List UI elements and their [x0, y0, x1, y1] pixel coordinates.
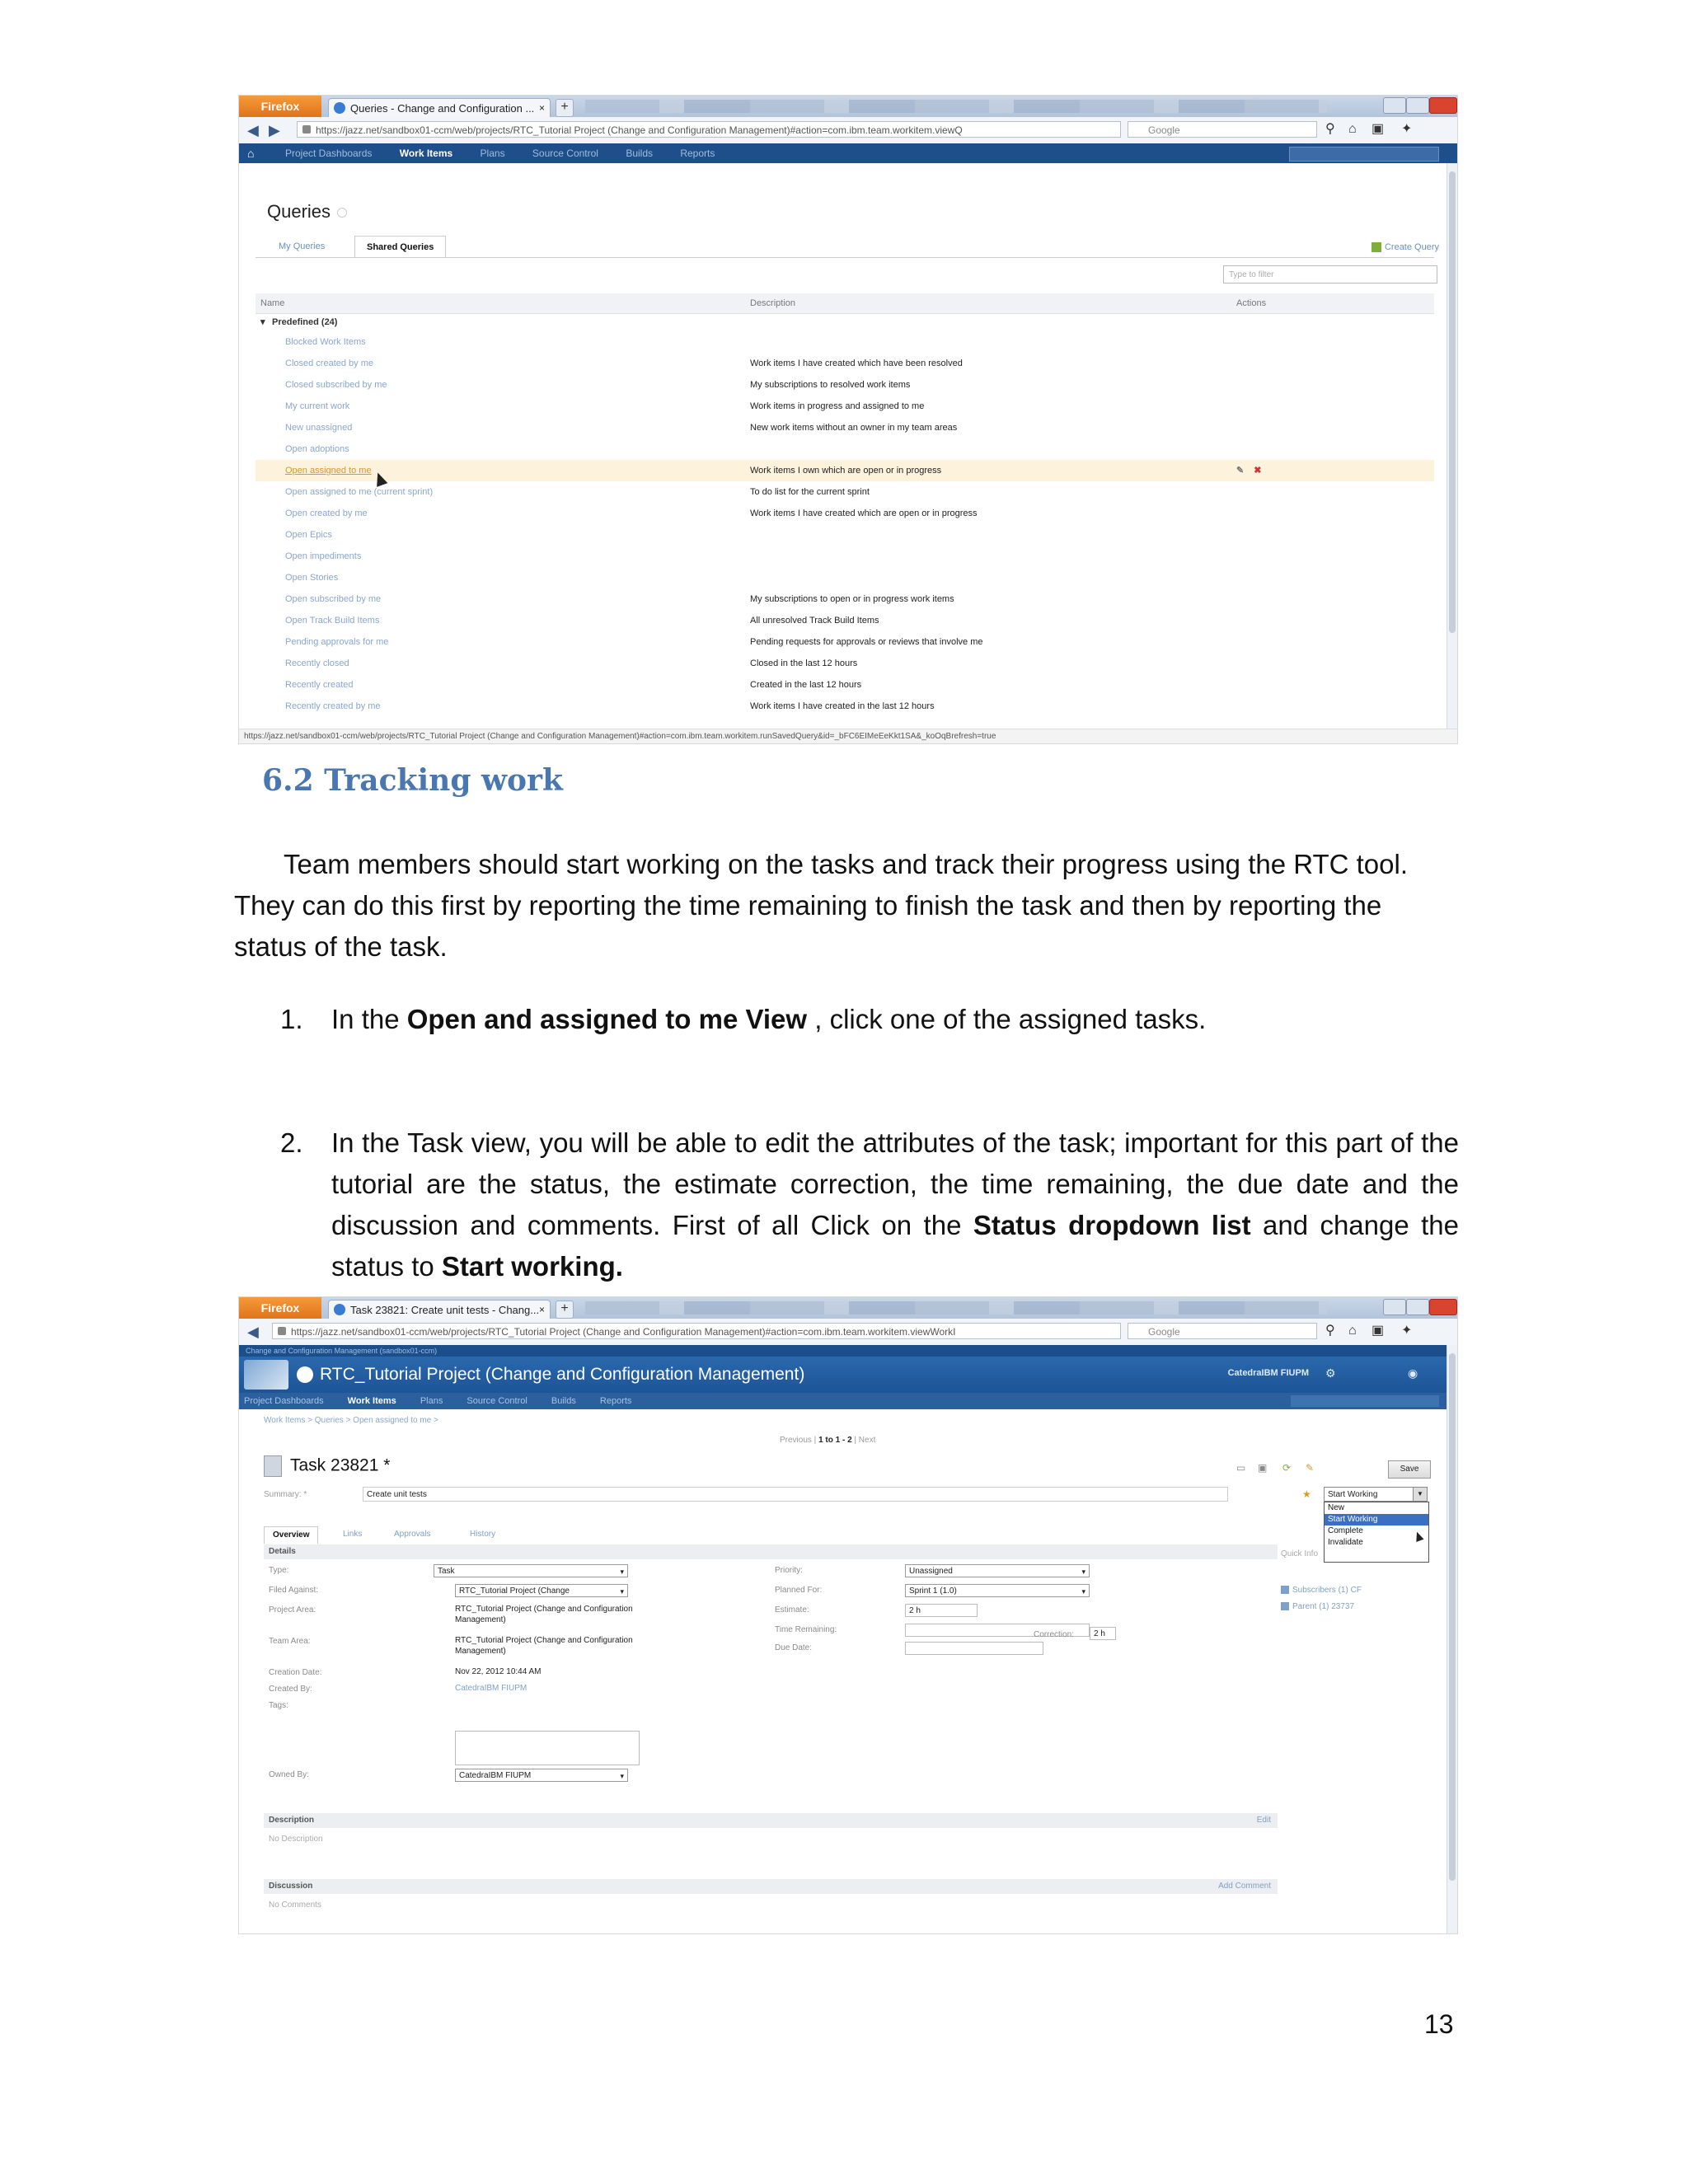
- description-section: Description Edit: [264, 1813, 1278, 1828]
- query-description: Closed in the last 12 hours: [750, 658, 858, 668]
- status-option[interactable]: Invalidate: [1328, 1538, 1363, 1547]
- help-icon[interactable]: ◉: [1408, 1366, 1418, 1380]
- home-icon[interactable]: ⌂: [247, 147, 255, 160]
- addons-icon[interactable]: ✦: [1401, 122, 1413, 136]
- field-value: Nov 22, 2012 10:44 AM: [455, 1667, 542, 1676]
- discussion-section: Discussion Add Comment: [264, 1879, 1278, 1894]
- other-tabs: [585, 100, 1327, 113]
- window-close-button[interactable]: [1429, 1299, 1457, 1315]
- query-description: Work items I have created which are open or in progress: [750, 509, 978, 518]
- no-description-text: No Description: [269, 1835, 323, 1844]
- menu-builds[interactable]: Builds: [551, 1396, 576, 1406]
- project-logo: [244, 1360, 288, 1390]
- tab-links[interactable]: Links: [343, 1530, 363, 1539]
- query-description: Work items in progress and assigned to me: [750, 401, 925, 411]
- query-name[interactable]: Pending approvals for me: [285, 637, 389, 647]
- no-comments-text: No Comments: [269, 1900, 321, 1910]
- pager: Previous | 1 to 1 - 2 | Next: [780, 1436, 876, 1445]
- field-label: Project Area:: [269, 1605, 316, 1615]
- query-name[interactable]: Recently created by me: [285, 701, 381, 711]
- project-title: RTC_Tutorial Project (Change and Configuration Management): [320, 1365, 805, 1384]
- search-engine-label: Google: [1148, 124, 1180, 136]
- query-name[interactable]: Open impediments: [285, 551, 362, 561]
- page-title: Task 23821 *: [264, 1455, 390, 1477]
- maximize-button[interactable]: [1406, 1299, 1429, 1315]
- menu-source-control[interactable]: Source Control: [467, 1396, 528, 1406]
- query-name[interactable]: Open adoptions: [285, 444, 349, 454]
- quick-info-label: Quick Info: [1281, 1549, 1319, 1558]
- task-toolbar: [1236, 1459, 1431, 1479]
- table-row[interactable]: [256, 567, 1434, 588]
- project-crumb[interactable]: Change and Configuration Management (sandbox01-ccm): [246, 1347, 438, 1355]
- table-row[interactable]: [256, 353, 1434, 374]
- query-name[interactable]: Open assigned to me (current sprint): [285, 487, 434, 497]
- delete-icon[interactable]: ✖: [1254, 466, 1262, 476]
- menu-plans[interactable]: Plans: [480, 148, 505, 159]
- page-number: 13: [1424, 2009, 1454, 2039]
- browser-tab[interactable]: [328, 98, 551, 117]
- query-name[interactable]: Open created by me: [285, 509, 368, 518]
- field-value[interactable]: Task ▾: [434, 1564, 628, 1577]
- create-query-link[interactable]: Create Query: [1372, 242, 1439, 252]
- parent-link[interactable]: Parent (1) 23737: [1281, 1602, 1354, 1611]
- firefox-menu-button[interactable]: Firefox: [239, 1297, 321, 1319]
- tab-shared-queries[interactable]: Shared Queries: [354, 236, 446, 258]
- browser-nav-bar: [239, 117, 1457, 144]
- row-actions: [1236, 460, 1261, 481]
- query-description: Work items I own which are open or in progress: [750, 466, 942, 476]
- field-value[interactable]: 2 h: [905, 1604, 978, 1617]
- table-row[interactable]: [256, 631, 1434, 653]
- other-tabs: [585, 1301, 1327, 1315]
- table-row[interactable]: [256, 503, 1434, 524]
- browser-tab-bar: [239, 96, 1457, 117]
- search-icon[interactable]: ⚲: [1325, 122, 1335, 136]
- pager-range: 1 to 1 - 2: [818, 1436, 852, 1445]
- maximize-button[interactable]: [1406, 97, 1429, 114]
- window-controls: [1334, 1297, 1457, 1315]
- field-label: Due Date:: [775, 1643, 813, 1652]
- status-option[interactable]: Complete: [1328, 1526, 1363, 1535]
- table-row[interactable]: [256, 588, 1434, 610]
- query-name[interactable]: Closed subscribed by me: [285, 380, 387, 390]
- query-description: New work items without an owner in my team areas: [750, 423, 958, 433]
- lock-icon: [302, 125, 311, 134]
- edit-link[interactable]: Edit: [1256, 1816, 1271, 1825]
- field-value[interactable]: [905, 1642, 1043, 1655]
- table-row[interactable]: [256, 481, 1434, 503]
- step-number: 2.: [280, 1127, 303, 1158]
- save-button[interactable]: Save: [1388, 1460, 1431, 1479]
- minimize-button[interactable]: [1383, 1299, 1406, 1315]
- subscribers-icon: [1281, 1586, 1289, 1594]
- table-row[interactable]: [256, 417, 1434, 438]
- field-label: Estimate:: [775, 1605, 809, 1615]
- app-search-input[interactable]: [1291, 1395, 1439, 1407]
- pager-previous[interactable]: Previous: [780, 1436, 812, 1445]
- field-value[interactable]: CatedraIBM FIUPM ▾: [455, 1769, 628, 1782]
- query-name[interactable]: Recently closed: [285, 658, 349, 668]
- settings-icon[interactable]: ⚙: [1325, 1366, 1336, 1380]
- status-dropdown[interactable]: Start Working ▼: [1324, 1487, 1428, 1502]
- tab-my-queries[interactable]: My Queries: [279, 241, 326, 251]
- app-menu-bar: [239, 1393, 1457, 1409]
- window-close-button[interactable]: [1429, 97, 1457, 114]
- query-name[interactable]: Blocked Work Items: [285, 337, 366, 347]
- table-row[interactable]: [256, 374, 1434, 396]
- menu-reports[interactable]: Reports: [599, 1396, 632, 1406]
- window-controls: [1334, 96, 1457, 114]
- back-icon[interactable]: ◀: [247, 1324, 259, 1340]
- query-description: To do list for the current sprint: [750, 487, 870, 497]
- lock-icon: [278, 1327, 286, 1335]
- query-description: My subscriptions to open or in progress work items: [750, 594, 954, 604]
- field-label: Tags:: [269, 1701, 288, 1710]
- home-icon[interactable]: ⌂: [1348, 122, 1357, 136]
- query-name[interactable]: Open Track Build Items: [285, 616, 380, 626]
- close-icon[interactable]: ×: [538, 102, 545, 114]
- copy-icon[interactable]: ▣: [1258, 1462, 1268, 1474]
- field-label: Time Remaining:: [775, 1625, 837, 1634]
- menu-builds[interactable]: Builds: [626, 148, 653, 159]
- column-name: Name: [260, 298, 285, 308]
- query-name[interactable]: Open subscribed by me: [285, 594, 382, 604]
- table-row[interactable]: [256, 460, 1434, 481]
- field-value: CatedraIBM FIUPM: [455, 1684, 528, 1693]
- query-name[interactable]: Open assigned to me: [285, 466, 372, 476]
- section-heading: 6.2 Tracking work: [262, 763, 563, 798]
- field-value[interactable]: Sprint 1 (1.0) ▾: [905, 1584, 1090, 1597]
- chevron-down-icon[interactable]: ▼: [1413, 1488, 1427, 1501]
- status-option[interactable]: Start Working: [1325, 1514, 1428, 1526]
- user-name[interactable]: CatedraIBM FIUPM: [1227, 1368, 1309, 1378]
- add-comment-link[interactable]: Add Comment: [1218, 1882, 1271, 1891]
- project-banner: [239, 1357, 1457, 1393]
- firefox-menu-button[interactable]: Firefox: [239, 96, 321, 117]
- menu-project-dashboards[interactable]: Project Dashboards: [285, 148, 373, 159]
- query-description: Created in the last 12 hours: [750, 680, 862, 690]
- browser-nav-bar: [239, 1319, 1457, 1346]
- tab-overview[interactable]: Overview: [264, 1526, 318, 1544]
- table-row[interactable]: [256, 396, 1434, 417]
- addons-icon[interactable]: ✦: [1401, 1324, 1413, 1338]
- pager-next[interactable]: Next: [858, 1436, 876, 1445]
- table-row[interactable]: [256, 524, 1434, 546]
- column-actions: Actions: [1236, 298, 1267, 308]
- status-option[interactable]: New: [1328, 1503, 1345, 1512]
- field-label: Created By:: [269, 1685, 312, 1694]
- query-name[interactable]: Closed created by me: [285, 359, 373, 368]
- web-search-box[interactable]: [1128, 121, 1317, 138]
- help-icon[interactable]: [337, 208, 347, 218]
- app-menu: [244, 1393, 653, 1409]
- url-text: https://jazz.net/sandbox01-ccm/web/projects/RTC_Tutorial Project (Change and Configuration Management)#action=com.ibm.team.workitem.viewQ: [316, 124, 963, 136]
- filter-input[interactable]: Type to filter: [1223, 265, 1437, 284]
- home-icon[interactable]: ⌂: [1348, 1324, 1357, 1338]
- tab-divider: [256, 257, 1434, 258]
- pencil-icon[interactable]: ✎: [1306, 1462, 1315, 1474]
- print-icon[interactable]: ▭: [1236, 1462, 1246, 1474]
- tab-title: Task 23821: Create unit tests - Chang...: [350, 1304, 540, 1316]
- url-text: https://jazz.net/sandbox01-ccm/web/projects/RTC_Tutorial Project (Change and Configuration Management)#action=com.ibm.team.workitem.viewWorkI: [291, 1326, 956, 1338]
- task-screenshot: [239, 1297, 1457, 1933]
- project-strip: [239, 1345, 1457, 1357]
- query-name[interactable]: New unassigned: [285, 423, 353, 433]
- table-header: [256, 293, 1434, 314]
- minimize-button[interactable]: [1383, 97, 1406, 114]
- tab-title: Queries - Change and Configuration ...: [350, 102, 535, 115]
- field-label: Team Area:: [269, 1637, 311, 1646]
- table-row[interactable]: [256, 331, 1434, 353]
- field-label: Priority:: [775, 1566, 803, 1575]
- menu-plans[interactable]: Plans: [420, 1396, 443, 1406]
- query-description: All unresolved Track Build Items: [750, 616, 879, 626]
- refresh-icon[interactable]: ⟳: [1282, 1462, 1292, 1474]
- browser-tab-bar: [239, 1297, 1457, 1319]
- parent-icon: [1281, 1602, 1289, 1610]
- search-icon[interactable]: ⚲: [1325, 1324, 1335, 1338]
- url-bar[interactable]: [297, 121, 1121, 138]
- correction-input[interactable]: 2 h: [1090, 1627, 1116, 1640]
- field-label: Type:: [269, 1566, 289, 1575]
- menu-source-control[interactable]: Source Control: [532, 148, 598, 159]
- subscribers-link[interactable]: Subscribers (1) CF: [1281, 1586, 1362, 1595]
- query-description: Work items I have created in the last 12 hours: [750, 701, 935, 711]
- query-description: My subscriptions to resolved work items: [750, 380, 911, 390]
- project-icon: [297, 1366, 313, 1383]
- field-value[interactable]: RTC_Tutorial Project (Change ▾: [455, 1584, 628, 1597]
- close-icon[interactable]: ×: [538, 1304, 545, 1315]
- star-icon: ★: [1302, 1488, 1311, 1500]
- bookmarks-icon[interactable]: ▣: [1372, 1324, 1385, 1338]
- url-bar[interactable]: [272, 1323, 1121, 1339]
- page-title: Queries: [267, 201, 347, 223]
- menu-work-items[interactable]: Work Items: [347, 1396, 396, 1406]
- search-engine-label: Google: [1148, 1326, 1180, 1338]
- app-menu: [285, 143, 739, 163]
- tab-approvals[interactable]: Approvals: [394, 1530, 431, 1539]
- queries-screenshot: [239, 96, 1457, 743]
- table-row[interactable]: [256, 653, 1434, 674]
- correction-label: Correction:: [1034, 1630, 1074, 1639]
- tab-favicon-icon: [334, 1304, 345, 1315]
- summary-label: Summary: *: [264, 1490, 307, 1499]
- task-icon: [264, 1455, 282, 1477]
- field-label: Creation Date:: [269, 1668, 322, 1677]
- back-icon[interactable]: ◀: [247, 122, 259, 138]
- summary-input[interactable]: Create unit tests: [363, 1487, 1228, 1502]
- page-scrollbar[interactable]: [1447, 163, 1457, 729]
- field-label: Owned By:: [269, 1770, 309, 1779]
- field-label: Filed Against:: [269, 1586, 319, 1595]
- details-section: Details: [264, 1544, 1278, 1559]
- status-bar: https://jazz.net/sandbox01-ccm/web/projects/RTC_Tutorial Project (Change and Configuration Management)#action=com.ibm.team.workitem.runSavedQuery&id=_bFC6EIMeEeKkt1SA&_koOqBrefresh=true: [239, 729, 1457, 743]
- field-label: Planned For:: [775, 1586, 823, 1595]
- chevron-down-icon: ▾: [260, 317, 265, 327]
- query-name[interactable]: Open Stories: [285, 573, 339, 583]
- menu-reports[interactable]: Reports: [680, 148, 715, 159]
- table-row[interactable]: [256, 674, 1434, 696]
- new-tab-button[interactable]: +: [556, 1301, 574, 1319]
- web-search-box[interactable]: [1128, 1323, 1317, 1339]
- query-description: Pending requests for approvals or reviews that involve me: [750, 637, 983, 647]
- rtc-app-bar: [239, 143, 1457, 163]
- tab-history[interactable]: History: [470, 1530, 496, 1539]
- intro-paragraph: Team members should start working on the tasks and track their progress using the RTC tool. They can do this first by reporting the time remaining to finish the task and then by reporting the status of the task.: [234, 849, 1409, 962]
- column-description: Description: [750, 298, 796, 308]
- step-number: 1.: [280, 1004, 303, 1034]
- new-tab-button[interactable]: +: [556, 99, 574, 117]
- table-row[interactable]: [256, 438, 1434, 460]
- menu-work-items[interactable]: Work Items: [399, 148, 453, 159]
- query-group[interactable]: ▾ Predefined (24): [256, 313, 1434, 331]
- browser-tab[interactable]: [328, 1300, 551, 1319]
- query-name[interactable]: My current work: [285, 401, 350, 411]
- table-row[interactable]: [256, 696, 1434, 717]
- table-row[interactable]: [256, 610, 1434, 631]
- table-row[interactable]: [256, 546, 1434, 567]
- app-search-input[interactable]: [1289, 147, 1439, 162]
- tags-input[interactable]: [455, 1731, 640, 1765]
- field-value: RTC_Tutorial Project (Change and Configuration Management): [455, 1605, 633, 1624]
- bookmarks-icon[interactable]: ▣: [1372, 122, 1385, 136]
- field-value[interactable]: Unassigned ▾: [905, 1564, 1090, 1577]
- page-scrollbar[interactable]: [1447, 1345, 1457, 1933]
- create-query-icon: [1372, 242, 1381, 252]
- query-description: Work items I have created which have been resolved: [750, 359, 963, 368]
- banner-icons: [1317, 1366, 1441, 1383]
- pencil-icon[interactable]: ✎: [1236, 466, 1245, 476]
- query-name[interactable]: Recently created: [285, 680, 354, 690]
- breadcrumb[interactable]: Work Items > Queries > Open assigned to me >: [264, 1416, 438, 1425]
- forward-icon[interactable]: ▶: [269, 122, 280, 138]
- field-value: RTC_Tutorial Project (Change and Configuration Management): [455, 1636, 633, 1656]
- menu-project-dashboards[interactable]: Project Dashboards: [244, 1396, 324, 1406]
- tab-favicon-icon: [334, 102, 345, 114]
- query-name[interactable]: Open Epics: [285, 530, 332, 540]
